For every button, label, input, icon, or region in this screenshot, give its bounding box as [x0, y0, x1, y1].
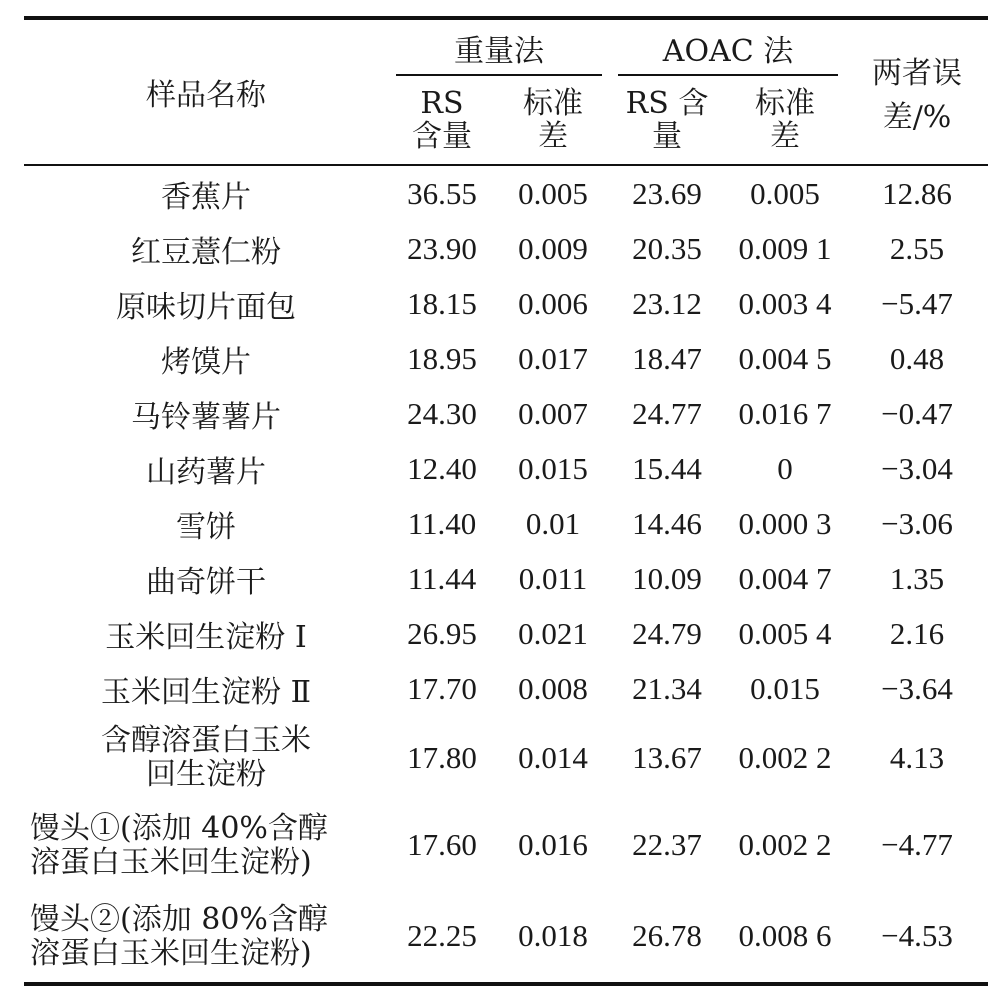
sample-name-line1: 馒头②(添加 80%含醇: [30, 901, 328, 937]
table-row: [24, 800, 988, 891]
grav-rs-value: 17.60: [407, 827, 477, 863]
grav-sd-value: 0.021: [518, 615, 588, 651]
table-row: [24, 496, 988, 551]
grav-sd-value: 0.014: [518, 739, 588, 775]
table-row: [24, 551, 988, 606]
sample-name: 山药薯片: [146, 454, 266, 490]
error-value: 0.48: [889, 340, 945, 376]
grav-sd-value: 0.007: [518, 395, 588, 431]
header-grav-sd-line2: 差: [538, 119, 568, 154]
sample-name: 红豆薏仁粉: [131, 234, 281, 270]
table-row: [24, 891, 988, 982]
error-value: −5.47: [881, 285, 953, 321]
header-error-line1: 两者误: [872, 56, 963, 91]
header-grav-rs-line2: 含量: [412, 119, 472, 154]
sample-name-line2: 溶蛋白玉米回生淀粉): [30, 935, 312, 971]
sample-name: [24, 800, 388, 891]
header-aoac-sd-line2: 差: [770, 119, 800, 154]
sample-name-line1: 馒头①(添加 40%含醇: [30, 810, 328, 846]
error-value: −3.64: [881, 670, 953, 706]
table-row: [24, 716, 988, 800]
sample-name: 马铃薯薯片: [131, 399, 281, 435]
aoac-rs-value: 24.77: [632, 395, 702, 431]
aoac-sd-value: 0.016 7: [738, 395, 832, 431]
aoac-sd-value: 0: [777, 450, 793, 486]
grav-sd-value: 0.018: [518, 918, 588, 954]
table-row: [24, 276, 988, 331]
aoac-rs-value: 21.34: [632, 670, 702, 706]
error-value: −3.06: [881, 505, 953, 541]
grav-rs-value: 26.95: [407, 615, 477, 651]
aoac-sd-value: 0.004 7: [738, 560, 832, 596]
sample-name: 原味切片面包: [116, 289, 296, 325]
sample-name: 曲奇饼干: [146, 564, 266, 600]
grav-rs-value: 22.25: [407, 918, 477, 954]
grav-rs-value: 24.30: [407, 395, 477, 431]
sample-name: 玉米回生淀粉 Ⅰ: [105, 619, 307, 655]
grav-sd-value: 0.01: [525, 505, 581, 541]
sample-name: 烤馍片: [161, 344, 251, 380]
error-value: 12.86: [882, 175, 952, 211]
grav-sd-value: 0.016: [518, 827, 588, 863]
table-row: [24, 606, 988, 661]
sample-name: 香蕉片: [161, 179, 251, 215]
grav-rs-value: 11.44: [407, 560, 477, 596]
header-grav-sd-line1: 标准: [523, 86, 583, 121]
error-value: −0.47: [881, 395, 953, 431]
aoac-rs-value: 18.47: [632, 340, 702, 376]
header-aoac-sd-line1: 标准: [755, 86, 815, 121]
error-value: −4.53: [881, 918, 953, 954]
grav-sd-value: 0.008: [518, 670, 588, 706]
aoac-sd-value: 0.000 3: [738, 505, 832, 541]
grav-sd-value: 0.015: [518, 450, 588, 486]
sample-name-line1: 含醇溶蛋白玉米: [101, 723, 311, 759]
header-aoac-rs-line2: 量: [652, 119, 682, 154]
aoac-sd-value: 0.005: [750, 175, 820, 211]
aoac-rs-value: 20.35: [632, 230, 702, 266]
table-row: [24, 331, 988, 386]
sample-name: 玉米回生淀粉 Ⅱ: [101, 674, 311, 710]
aoac-rs-value: 23.69: [632, 175, 702, 211]
table-row: [24, 661, 988, 716]
sample-name: [24, 716, 388, 800]
error-value: 2.16: [889, 615, 945, 651]
error-value: −3.04: [881, 450, 953, 486]
error-value: 1.35: [889, 560, 945, 596]
sample-name-line2: 溶蛋白玉米回生淀粉): [30, 844, 312, 880]
grav-rs-value: 17.80: [407, 739, 477, 775]
error-value: 2.55: [889, 230, 945, 266]
aoac-sd-value: 0.015: [750, 670, 820, 706]
aoac-rs-value: 23.12: [632, 285, 702, 321]
aoac-rs-value: 14.46: [632, 505, 702, 541]
aoac-rs-value: 26.78: [632, 918, 702, 954]
header-grav-rs: [388, 76, 496, 165]
table-row: [24, 221, 988, 276]
grav-rs-value: 36.55: [407, 175, 477, 211]
header-error-line2: 差/%: [882, 100, 952, 135]
rs-comparison-table: [24, 20, 988, 982]
error-value: 4.13: [889, 739, 945, 775]
aoac-sd-value: 0.005 4: [738, 615, 832, 651]
header-aoac-group: AOAC 法: [610, 20, 846, 76]
header-aoac-rs-line1: RS 含: [625, 86, 709, 121]
aoac-sd-value: 0.002 2: [738, 739, 832, 775]
table-row: [24, 386, 988, 441]
header-aoac-sd: [724, 76, 846, 165]
header-error: [846, 20, 988, 165]
grav-sd-value: 0.006: [518, 285, 588, 321]
table-row: [24, 441, 988, 496]
grav-rs-value: 11.40: [407, 505, 477, 541]
sample-name-line2: 回生淀粉: [146, 757, 266, 792]
aoac-sd-value: 0.003 4: [738, 285, 832, 321]
aoac-rs-value: 13.67: [632, 739, 702, 775]
header-grav-rs-line1: RS: [420, 86, 464, 121]
table-bottom-rule: [24, 982, 988, 986]
aoac-rs-value: 10.09: [632, 560, 702, 596]
grav-rs-value: 12.40: [407, 450, 477, 486]
aoac-sd-value: 0.004 5: [738, 340, 832, 376]
grav-sd-value: 0.005: [518, 175, 588, 211]
grav-rs-value: 18.95: [407, 340, 477, 376]
error-value: −4.77: [881, 827, 953, 863]
aoac-rs-value: 15.44: [632, 450, 702, 486]
grav-rs-value: 23.90: [407, 230, 477, 266]
table-row: [24, 165, 988, 221]
grav-rs-value: 17.70: [407, 670, 477, 706]
aoac-sd-value: 0.009 1: [738, 230, 832, 266]
header-grav-sd: [496, 76, 610, 165]
grav-sd-value: 0.011: [518, 560, 588, 596]
header-sample-name: 样品名称: [146, 78, 266, 113]
aoac-rs-value: 22.37: [632, 827, 702, 863]
grav-sd-value: 0.009: [518, 230, 588, 266]
grav-sd-value: 0.017: [518, 340, 588, 376]
aoac-sd-value: 0.002 2: [738, 827, 832, 863]
aoac-sd-value: 0.008 6: [738, 918, 832, 954]
aoac-rs-value: 24.79: [632, 615, 702, 651]
header-aoac-rs: [610, 76, 724, 165]
sample-name: [24, 891, 388, 982]
sample-name: 雪饼: [176, 509, 236, 545]
data-table-container: [24, 16, 988, 986]
grav-rs-value: 18.15: [407, 285, 477, 321]
header-gravimetric-group: 重量法: [388, 20, 610, 76]
